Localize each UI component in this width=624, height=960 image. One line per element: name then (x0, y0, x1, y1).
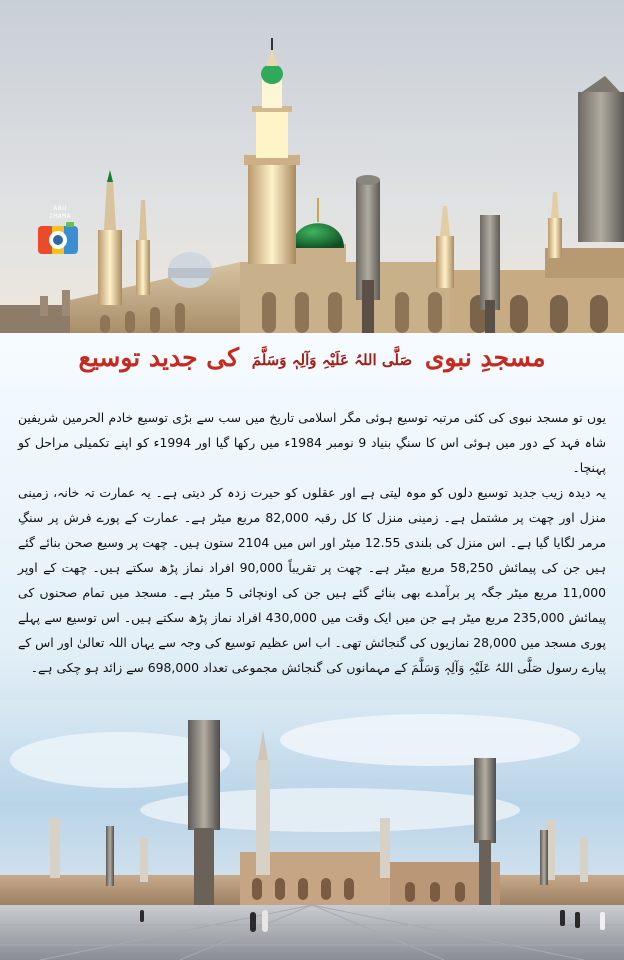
mosque-courtyard-illustration (0, 700, 624, 960)
article-panel (0, 333, 624, 700)
masjid-nabawi-courtyard-photo (0, 700, 624, 960)
title-rest: کی جدید توسیع (78, 343, 240, 372)
title-honorific: صَلَّی اللہُ عَلَیْہِ وَآلِہٖ وَسَلَّمَ (251, 350, 413, 369)
article-body (18, 405, 606, 680)
abu-imama-logo (36, 204, 84, 256)
article-paragraph-2: یہ دیدہ زیب جدید توسیع دلوں کو موہ لیتی ہے اور عقلوں کو حیرت زدہ کر دیتی ہے۔ یہ عمارت تہ خانہ، زمینی منزل اور چھت پر مشتمل ہے۔ زمینی منزل کا کل رقبہ 82,000 مربع میٹر ہے۔ عمارت کے پورے فرش پر سنگِ مرمر لگایا گیا ہے۔ اس منزل کی بلندی 12.55 میٹر اور اس میں 2104 ستون ہیں۔ چھت پر وسیع صحن بنائے گئے ہیں جن کی پیمائش 58,250 مربع میٹر ہے۔ چھت پر تقریباً 90,000 افراد نماز پڑھ سکتے ہیں۔ چھت کے اوپر 11,000 مربع میٹر جگہ پر برآمدے بھی بنائے گئے ہیں جن کی اونچائی 5 میٹر ہے۔ مسجد میں تمام صحنوں کی پیمائش 235,000 مربع میٹر ہے جن میں ایک وقت میں 430,000 افراد نماز پڑھ سکتے ہیں۔ اس توسیع سے پہلے پوری مسجد میں 28,000 نمازیوں کی گنجائش تھی۔ اب اس عظیم توسیع کی وجہ سے یہاں اللہ تعالیٰ اور اس کے پیارے رسول صَلَّی اللہُ عَلَیْہِ وَآلِہٖ وَسَلَّمَ کے مہمانوں کی گنجائش مجموعی تعداد 698,000 سے زائد ہو چکی ہے۔ (18, 485, 607, 675)
masjid-nabawi-night-photo (0, 0, 624, 333)
mosque-dusk-illustration (0, 0, 624, 333)
logo-caption-line1: ABU (53, 204, 67, 212)
article-paragraph-1: یوں تو مسجد نبوی کی کئی مرتبہ توسیع ہوئی مگر اسلامی تاریخ میں سب سے بڑی توسیع خادم الحرمین شریفین شاہ فہد کے دور میں ہوئی اس کا سنگِ بنیاد 9 نومبر 1984ء میں رکھا گیا اور 1994ء کو اپنے تکمیلی مراحل کو پہنچا۔ (18, 410, 606, 475)
logo-caption-line2: IMAMA (48, 212, 72, 220)
title-main: مسجدِ نبوی (424, 343, 546, 372)
camera-logo-icon (36, 220, 80, 256)
page-title (0, 343, 624, 372)
